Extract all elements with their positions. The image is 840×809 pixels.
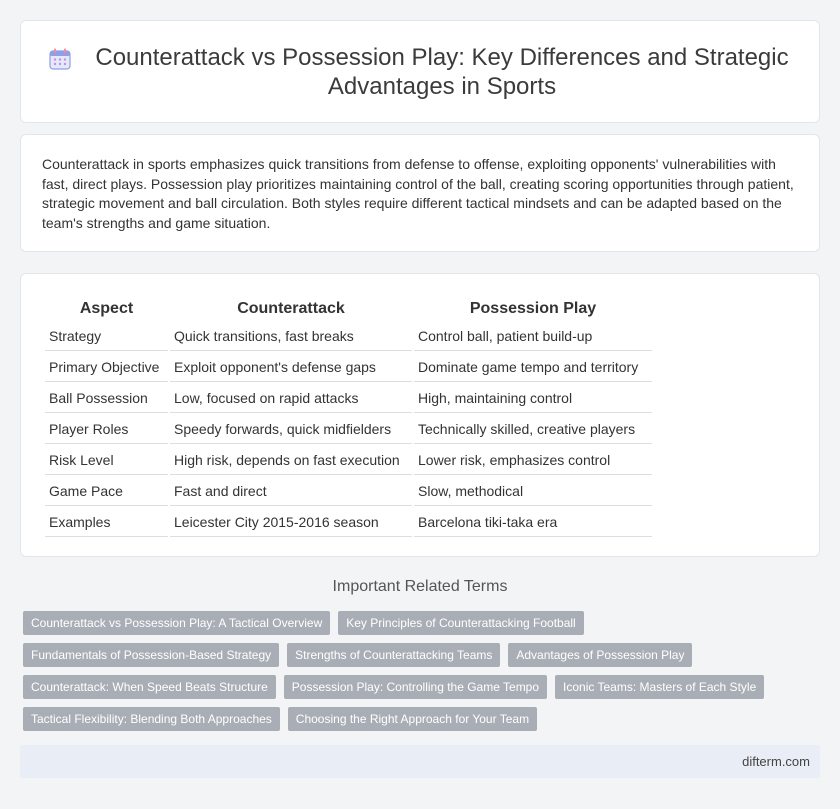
footer [20,745,820,778]
table-cell: Player Roles [45,415,168,444]
related-tag[interactable]: Strengths of Counterattacking Teams [287,643,500,667]
tag-row [23,643,823,667]
tag-row [23,611,823,635]
table-cell: Risk Level [45,446,168,475]
table-cell: Game Pace [45,477,168,506]
table-cell: Lower risk, emphasizes control [414,446,652,475]
table-cell: High, maintaining control [414,384,652,413]
table-row [45,477,652,506]
related-tag[interactable]: Key Principles of Counterattacking Football [338,611,583,635]
site-link[interactable]: difterm.com [742,754,810,769]
table-cell: Exploit opponent's defense gaps [170,353,412,382]
related-tag[interactable]: Fundamentals of Possession-Based Strategy [23,643,279,667]
related-tag[interactable]: Possession Play: Controlling the Game Tempo [284,675,547,699]
table-cell: Leicester City 2015-2016 season [170,508,412,537]
table-row [45,415,652,444]
table-cell: Strategy [45,322,168,351]
page-title: Counterattack vs Possession Play: Key Differences and Strategic Advantages in Sports [95,43,789,100]
related-tags [23,611,823,739]
table-header-row [45,296,652,320]
table-cell: Ball Possession [45,384,168,413]
header-counterattack: Counterattack [237,300,345,317]
comparison-table [43,294,654,539]
intro-card [20,134,820,252]
table-cell: Control ball, patient build-up [414,322,652,351]
tag-row [23,707,823,731]
table-cell: High risk, depends on fast execution [170,446,412,475]
related-tag[interactable]: Tactical Flexibility: Blending Both Approaches [23,707,280,731]
table-cell: Low, focused on rapid attacks [170,384,412,413]
table-cell: Barcelona tiki-taka era [414,508,652,537]
table-cell: Dominate game tempo and territory [414,353,652,382]
header-possession: Possession Play [469,300,597,317]
calendar-icon [48,47,72,71]
related-tag[interactable]: Iconic Teams: Masters of Each Style [555,675,764,699]
table-row [45,384,652,413]
table-cell: Technically skilled, creative players [414,415,652,444]
related-tag[interactable]: Counterattack vs Possession Play: A Tactical Overview [23,611,330,635]
table-row [45,322,652,351]
table-cell: Slow, methodical [414,477,652,506]
related-terms-heading: Important Related Terms [332,578,508,595]
related-tag[interactable]: Choosing the Right Approach for Your Team [288,707,537,731]
header-aspect: Aspect [79,300,134,317]
table-cell: Quick transitions, fast breaks [170,322,412,351]
table-row [45,446,652,475]
table-cell: Speedy forwards, quick midfielders [170,415,412,444]
tag-row [23,675,823,699]
comparison-card [20,273,820,557]
table-cell: Primary Objective [45,353,168,382]
title-card [20,20,820,123]
table-cell: Fast and direct [170,477,412,506]
intro-text: Counterattack in sports emphasizes quick transitions from defense to offense, exploiting opponents' vulnerabilities with fast, direct plays. Possession play prioritizes maintaining control of the ball, creating scoring opportunities through patient, strategic movement and ball circulation. Both styles require different tactical mindsets and can be adapted based on the team's strengths and game situation. [42,156,794,231]
table-row [45,353,652,382]
table-cell: Examples [45,508,168,537]
table-row [45,508,652,537]
related-tag[interactable]: Advantages of Possession Play [508,643,692,667]
related-tag[interactable]: Counterattack: When Speed Beats Structure [23,675,276,699]
